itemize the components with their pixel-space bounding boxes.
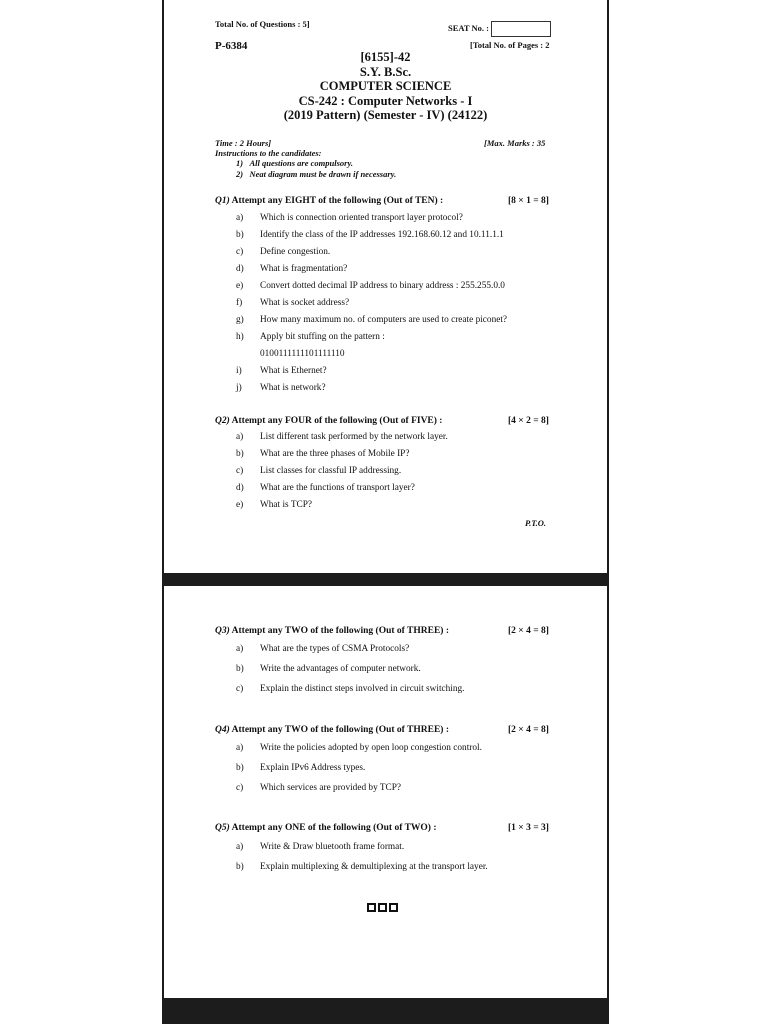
question-item bbox=[236, 281, 596, 293]
item-letter: e) bbox=[236, 500, 244, 510]
question-item bbox=[236, 230, 596, 242]
item-text: Explain multiplexing & demultiplexing at the transport layer. bbox=[260, 862, 488, 872]
item-letter: a) bbox=[236, 432, 244, 442]
item-text: Convert dotted decimal IP address to binary address : 255.255.0.0 bbox=[260, 281, 505, 291]
question-1-marks: [8 × 1 = 8] bbox=[508, 196, 549, 206]
instruction-item: 1) All questions are compulsory. bbox=[236, 158, 354, 168]
question-item bbox=[236, 449, 596, 461]
subject: COMPUTER SCIENCE bbox=[319, 79, 452, 93]
question-item bbox=[236, 483, 596, 495]
item-text: List different task performed by the network layer. bbox=[260, 432, 448, 442]
question-item bbox=[236, 366, 596, 378]
item-text: What is network? bbox=[260, 383, 326, 393]
item-text: Apply bit stuffing on the pattern : bbox=[260, 332, 385, 342]
end-square-icon bbox=[378, 903, 387, 912]
item-letter: f) bbox=[236, 298, 243, 308]
item-letter: b) bbox=[236, 664, 244, 674]
question-item bbox=[236, 644, 596, 656]
max-marks: [Max. Marks : 35 bbox=[484, 138, 546, 148]
question-2-marks: [4 × 2 = 8] bbox=[508, 416, 549, 426]
question-item bbox=[236, 763, 596, 775]
question-item bbox=[236, 684, 596, 696]
item-letter: b) bbox=[236, 449, 244, 459]
question-item bbox=[236, 213, 596, 225]
question-item bbox=[236, 862, 596, 874]
item-letter: d) bbox=[236, 264, 244, 274]
question-item bbox=[236, 500, 596, 512]
item-text: Write the policies adopted by open loop congestion control. bbox=[260, 743, 482, 753]
item-letter: i) bbox=[236, 366, 242, 376]
question-5-heading: Q5) Attempt any ONE of the following (Out of TWO) : bbox=[215, 823, 437, 833]
item-text: Explain the distinct steps involved in circuit switching. bbox=[260, 684, 465, 694]
question-item bbox=[236, 349, 596, 361]
item-letter: a) bbox=[236, 213, 244, 223]
item-letter: c) bbox=[236, 247, 244, 257]
total-pages: [Total No. of Pages : 2 bbox=[470, 40, 550, 50]
item-letter: g) bbox=[236, 315, 244, 325]
question-3-heading: Q3) Attempt any TWO of the following (Out of THREE) : bbox=[215, 626, 449, 636]
question-item bbox=[236, 783, 596, 795]
question-item bbox=[236, 466, 596, 478]
question-item bbox=[236, 743, 596, 755]
question-4-heading: Q4) Attempt any TWO of the following (Out of THREE) : bbox=[215, 725, 449, 735]
item-text: How many maximum no. of computers are used to create piconet? bbox=[260, 315, 508, 325]
course-title: CS-242 : Computer Networks - I bbox=[298, 94, 473, 108]
item-letter: b) bbox=[236, 230, 244, 240]
item-letter: d) bbox=[236, 483, 244, 493]
item-text: Which is connection oriented transport layer protocol? bbox=[260, 213, 463, 223]
item-letter: j) bbox=[236, 383, 242, 393]
paper-code: P-6384 bbox=[215, 40, 248, 52]
item-text: List classes for classful IP addressing. bbox=[260, 466, 402, 476]
item-letter: e) bbox=[236, 281, 244, 291]
exam-page-1 bbox=[164, 0, 607, 573]
question-5-marks: [1 × 3 = 3] bbox=[508, 823, 549, 833]
seat-number-field[interactable] bbox=[448, 21, 551, 37]
item-text: What is fragmentation? bbox=[260, 264, 348, 274]
item-text: What are the three phases of Mobile IP? bbox=[260, 449, 410, 459]
item-text: Write & Draw bluetooth frame format. bbox=[260, 842, 405, 852]
item-letter: b) bbox=[236, 862, 244, 872]
question-item bbox=[236, 264, 596, 276]
item-letter: c) bbox=[236, 684, 244, 694]
question-item bbox=[236, 247, 596, 259]
question-item bbox=[236, 842, 596, 854]
question-item bbox=[236, 664, 596, 676]
item-letter: a) bbox=[236, 644, 244, 654]
instructions-title: Instructions to the candidates: bbox=[215, 148, 322, 158]
item-letter: h) bbox=[236, 332, 244, 342]
exam-page-2 bbox=[164, 586, 607, 998]
seat-number-label: SEAT No. : bbox=[448, 22, 490, 33]
item-text: What is Ethernet? bbox=[260, 366, 327, 376]
time-allowed: Time : 2 Hours] bbox=[215, 138, 272, 148]
question-item bbox=[236, 298, 596, 310]
item-text: Identify the class of the IP addresses 192.168.60.12 and 10.11.1.1 bbox=[260, 230, 504, 240]
degree: S.Y. B.Sc. bbox=[359, 65, 412, 79]
item-text: What is socket address? bbox=[260, 298, 350, 308]
item-letter: c) bbox=[236, 466, 244, 476]
item-text: Define congestion. bbox=[260, 247, 331, 257]
item-text: Explain IPv6 Address types. bbox=[260, 763, 366, 773]
question-item bbox=[236, 315, 596, 327]
question-item bbox=[236, 383, 596, 395]
item-text: What is TCP? bbox=[260, 500, 312, 510]
question-4-marks: [2 × 4 = 8] bbox=[508, 725, 549, 735]
instruction-item: 2) Neat diagram must be drawn if necessary. bbox=[236, 169, 397, 179]
end-square-icon bbox=[367, 903, 376, 912]
item-letter: b) bbox=[236, 763, 244, 773]
pattern: (2019 Pattern) (Semester - IV) (24122) bbox=[283, 108, 488, 122]
question-item bbox=[236, 432, 596, 444]
item-text: What are the functions of transport layer? bbox=[260, 483, 415, 493]
end-of-paper-mark bbox=[367, 903, 398, 912]
question-2-heading: Q2) Attempt any FOUR of the following (Out of FIVE) : bbox=[215, 416, 443, 426]
item-letter: a) bbox=[236, 743, 244, 753]
please-turn-over: P.T.O. bbox=[525, 518, 547, 528]
exam-code: [6155]-42 bbox=[360, 50, 411, 64]
end-square-icon bbox=[389, 903, 398, 912]
item-text: Which services are provided by TCP? bbox=[260, 783, 402, 793]
item-text: What are the types of CSMA Protocols? bbox=[260, 644, 410, 654]
item-letter: a) bbox=[236, 842, 244, 852]
question-item bbox=[236, 332, 596, 344]
item-text: Write the advantages of computer network. bbox=[260, 664, 421, 674]
question-3-marks: [2 × 4 = 8] bbox=[508, 626, 549, 636]
question-1-heading: Q1) Attempt any EIGHT of the following (Out of TEN) : bbox=[215, 196, 444, 206]
total-questions: Total No. of Questions : 5] bbox=[215, 19, 310, 29]
item-text: 0100111111101111110 bbox=[260, 349, 345, 359]
seat-number-box[interactable] bbox=[491, 21, 551, 37]
item-letter: c) bbox=[236, 783, 244, 793]
